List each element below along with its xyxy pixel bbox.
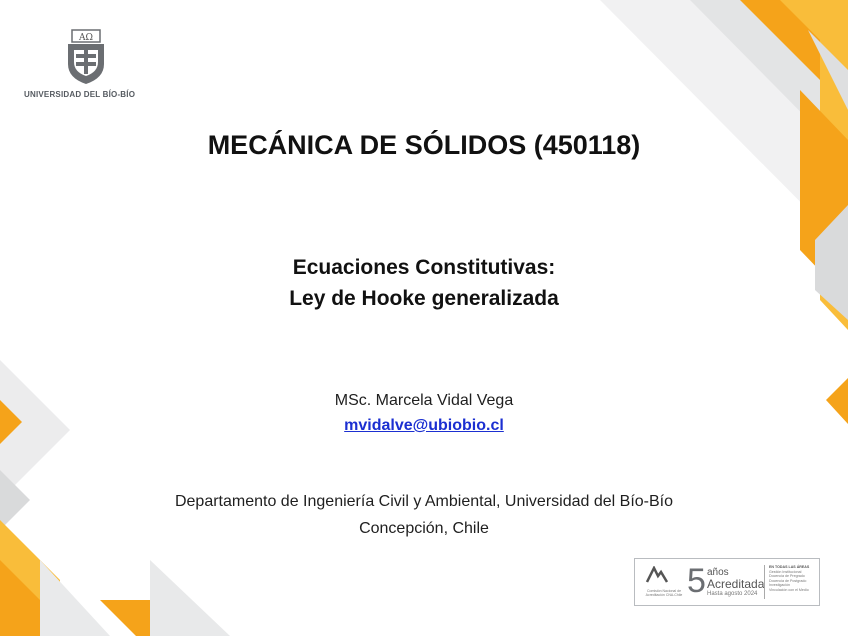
accreditation-years-number: 5 — [687, 562, 706, 600]
location: Concepción, Chile — [359, 520, 489, 537]
subtitle-line-1: Ecuaciones Constitutivas: — [292, 256, 556, 279]
accreditation-until: Hasta agosto 2024 — [707, 591, 758, 597]
accreditation-badge — [634, 558, 820, 606]
university-name: UNIVERSIDAD DEL BÍO-BÍO — [24, 90, 136, 99]
areas-heading: EN TODAS LAS ÁREAS — [769, 565, 810, 569]
subtitle-line-2: Ley de Hooke generalizada — [289, 287, 559, 310]
area-item: Docencia de Postgrado — [769, 578, 807, 583]
university-crest-icon — [64, 28, 108, 86]
accreditation-agency: Comisión Nacional de Acreditación CNA-Chile — [645, 589, 683, 597]
cna-logo-icon — [645, 566, 669, 584]
area-item: Docencia de Pregrado — [769, 574, 805, 579]
svg-text:ΑΩ: ΑΩ — [79, 33, 93, 43]
badge-divider — [764, 565, 765, 599]
author-block — [0, 388, 848, 438]
accreditation-status: Acreditada — [707, 577, 765, 591]
author-name: MSc. Marcela Vidal Vega — [334, 392, 514, 409]
accreditation-years-word: años — [707, 567, 729, 578]
area-item: Investigación — [769, 583, 790, 588]
department-name: Departamento de Ingeniería Civil y Ambiental, Universidad del Bío-Bío — [174, 493, 674, 510]
accreditation-areas — [769, 565, 817, 593]
area-item: Vinculación con el Medio — [769, 587, 809, 592]
department-block — [0, 488, 848, 542]
slide-title: MECÁNICA DE SÓLIDOS (450118) — [207, 130, 641, 160]
slide-subtitle — [0, 252, 848, 314]
area-item: Gestión Institucional — [769, 569, 802, 574]
author-email-link[interactable]: mvidalve@ubiobio.cl — [344, 417, 504, 434]
university-logo — [24, 28, 154, 99]
